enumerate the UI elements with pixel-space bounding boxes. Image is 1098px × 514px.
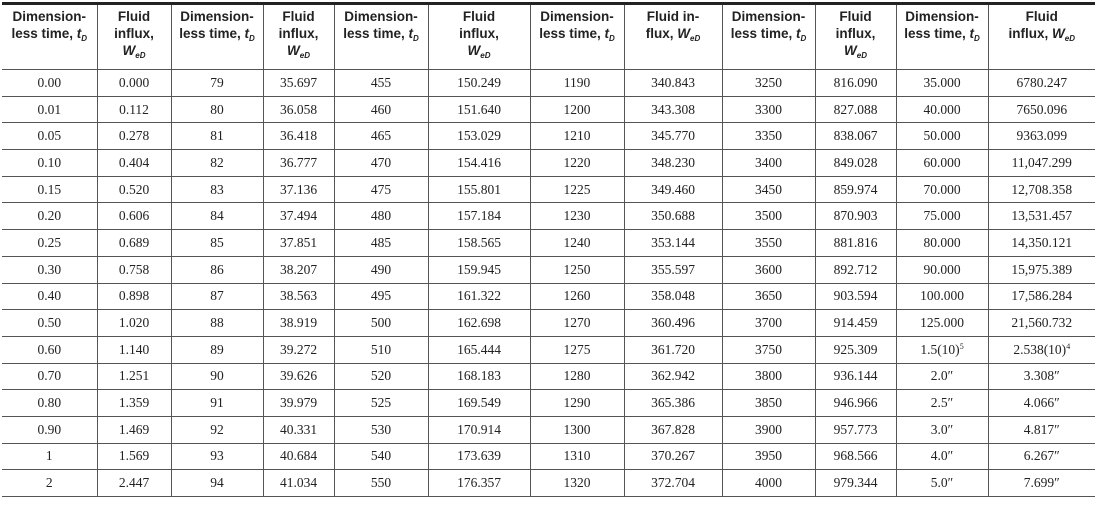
table-cell: 159.945 <box>428 256 530 283</box>
header-symbol: t <box>796 26 801 41</box>
table-cell: 157.184 <box>428 203 530 230</box>
header-text: Fluid <box>839 9 872 24</box>
table-cell: 358.048 <box>624 283 722 310</box>
header-subscript: D <box>81 34 88 43</box>
table-cell: 9363.099 <box>988 123 1095 150</box>
table-cell: 838.067 <box>815 123 896 150</box>
table-cell: 3400 <box>722 150 815 177</box>
header-text: Dimension- <box>540 9 614 24</box>
table-cell: 2.0″ <box>896 363 988 390</box>
table-cell: 816.090 <box>815 70 896 97</box>
table-cell: 0.606 <box>97 203 171 230</box>
table-cell: 1225 <box>530 176 624 203</box>
table-cell: 348.230 <box>624 150 722 177</box>
table-cell: 1 <box>2 443 97 470</box>
table-cell: 3.308″ <box>988 363 1095 390</box>
table-cell: 350.688 <box>624 203 722 230</box>
table-cell: 21,560.732 <box>988 310 1095 337</box>
table-cell: 161.322 <box>428 283 530 310</box>
table-cell: 3300 <box>722 96 815 123</box>
table-cell: 3.0″ <box>896 416 988 443</box>
table-cell: $2.538(10)^4$ <box>988 336 1095 363</box>
table-cell: 500 <box>334 310 428 337</box>
table-row <box>2 70 1095 97</box>
table-cell: 40.684 <box>263 443 334 470</box>
table-cell: 3650 <box>722 283 815 310</box>
header-text: Dimension- <box>12 9 86 24</box>
table-cell: 11,047.299 <box>988 150 1095 177</box>
table-cell: 4.066″ <box>988 390 1095 417</box>
table-cell: 892.712 <box>815 256 896 283</box>
column-header <box>530 4 624 70</box>
dimensionless-influx-table <box>2 2 1095 497</box>
table-cell: 36.777 <box>263 150 334 177</box>
table-cell: 176.357 <box>428 470 530 497</box>
table-cell: 4.0″ <box>896 443 988 470</box>
table-cell: 7650.096 <box>988 96 1095 123</box>
table-cell: 41.034 <box>263 470 334 497</box>
header-text: influx, <box>1008 26 1049 41</box>
column-header <box>428 4 530 70</box>
table-cell: 12,708.358 <box>988 176 1095 203</box>
table-cell: 153.029 <box>428 123 530 150</box>
table-cell: 0.01 <box>2 96 97 123</box>
table-cell: 0.404 <box>97 150 171 177</box>
table-cell: 3850 <box>722 390 815 417</box>
table-cell: 345.770 <box>624 123 722 150</box>
header-text: influx, <box>459 26 499 41</box>
header-symbol: t <box>408 26 414 41</box>
table-cell: 151.640 <box>428 96 530 123</box>
table-cell: 510 <box>334 336 428 363</box>
table-cell: 372.704 <box>624 470 722 497</box>
header-subscript: eD <box>135 51 146 60</box>
table-cell: 367.828 <box>624 416 722 443</box>
header-text: Fluid <box>282 9 315 24</box>
table-cell: 87 <box>171 283 263 310</box>
header-symbol: W <box>677 26 691 41</box>
table-cell: 0.70 <box>2 363 97 390</box>
table-cell: 362.942 <box>624 363 722 390</box>
table-cell: 0.278 <box>97 123 171 150</box>
table-body <box>2 70 1095 497</box>
table-row <box>2 443 1095 470</box>
table-cell: 968.566 <box>815 443 896 470</box>
header-text: Dimension- <box>180 9 254 24</box>
table-cell: 914.459 <box>815 310 896 337</box>
table-cell: 849.028 <box>815 150 896 177</box>
header-text: less time, <box>730 26 793 41</box>
header-text: less time, <box>904 26 966 41</box>
header-symbol: t <box>244 26 250 41</box>
table-cell: 827.088 <box>815 96 896 123</box>
header-symbol: t <box>969 26 975 41</box>
table-cell: 1280 <box>530 363 624 390</box>
table-cell: 4000 <box>722 470 815 497</box>
table-cell: 485 <box>334 230 428 257</box>
header-subscript: D <box>249 34 255 43</box>
column-header <box>2 4 97 70</box>
table-cell: 465 <box>334 123 428 150</box>
table-row <box>2 150 1095 177</box>
table-cell: 39.979 <box>263 390 334 417</box>
table-cell: 88 <box>171 310 263 337</box>
header-text: Fluid <box>462 9 496 24</box>
header-subscript: D <box>974 34 980 43</box>
header-text: less time, <box>343 26 405 41</box>
table-row <box>2 176 1095 203</box>
table-cell: 1210 <box>530 123 624 150</box>
header-text: Dimension- <box>344 9 418 24</box>
table-cell: 91 <box>171 390 263 417</box>
table-row <box>2 96 1095 123</box>
table-cell: 1270 <box>530 310 624 337</box>
table-cell: 7.699″ <box>988 470 1095 497</box>
table-cell: 125.000 <box>896 310 988 337</box>
header-row <box>2 4 1095 70</box>
header-text: influx, <box>835 26 876 41</box>
table-cell: 60.000 <box>896 150 988 177</box>
table-cell: 361.720 <box>624 336 722 363</box>
table-cell: 360.496 <box>624 310 722 337</box>
table-row <box>2 256 1095 283</box>
table-row <box>2 230 1095 257</box>
column-header <box>97 4 171 70</box>
table-cell: 0.10 <box>2 150 97 177</box>
table-cell: 1240 <box>530 230 624 257</box>
table-cell: 1.251 <box>97 363 171 390</box>
header-subscript: eD <box>480 51 491 60</box>
table-cell: 1230 <box>530 203 624 230</box>
table-cell: 83 <box>171 176 263 203</box>
table-cell: 85 <box>171 230 263 257</box>
table-cell: 1260 <box>530 283 624 310</box>
table-cell: 0.25 <box>2 230 97 257</box>
table-cell: 1.569 <box>97 443 171 470</box>
table-cell: 38.207 <box>263 256 334 283</box>
table-cell: 550 <box>334 470 428 497</box>
table-row <box>2 416 1095 443</box>
table-cell: 37.851 <box>263 230 334 257</box>
table-cell: 6780.247 <box>988 70 1095 97</box>
table-cell: 36.058 <box>263 96 334 123</box>
column-header <box>988 4 1095 70</box>
table-cell: 343.308 <box>624 96 722 123</box>
exponent: 5 <box>959 341 964 351</box>
table-cell: 3450 <box>722 176 815 203</box>
header-text: influx, <box>114 26 154 41</box>
table-cell: 70.000 <box>896 176 988 203</box>
table-cell: 1275 <box>530 336 624 363</box>
column-header <box>815 4 896 70</box>
table-cell: 14,350.121 <box>988 230 1095 257</box>
table-cell: 340.843 <box>624 70 722 97</box>
table-cell: 17,586.284 <box>988 283 1095 310</box>
table-cell: 165.444 <box>428 336 530 363</box>
table-cell: 370.267 <box>624 443 722 470</box>
column-header <box>624 4 722 70</box>
table-cell: 15,975.389 <box>988 256 1095 283</box>
table-cell: 0.30 <box>2 256 97 283</box>
table-cell: $1.5(10)^5$ <box>896 336 988 363</box>
table-cell: 0.80 <box>2 390 97 417</box>
table-cell: 0.60 <box>2 336 97 363</box>
table-cell: 90.000 <box>896 256 988 283</box>
table-cell: 353.144 <box>624 230 722 257</box>
table-row <box>2 390 1095 417</box>
table-row <box>2 283 1095 310</box>
table-cell: 2.5″ <box>896 390 988 417</box>
table-cell: 355.597 <box>624 256 722 283</box>
table-cell: 4.817″ <box>988 416 1095 443</box>
header-text: less time, <box>539 26 601 41</box>
table-cell: 3500 <box>722 203 815 230</box>
table-cell: 154.416 <box>428 150 530 177</box>
table-cell: 89 <box>171 336 263 363</box>
table-cell: 93 <box>171 443 263 470</box>
table-row <box>2 310 1095 337</box>
table-cell: 169.549 <box>428 390 530 417</box>
table-cell: 540 <box>334 443 428 470</box>
table-cell: 1.469 <box>97 416 171 443</box>
column-header <box>896 4 988 70</box>
header-symbol: t <box>604 26 610 41</box>
table-cell: 3750 <box>722 336 815 363</box>
table-cell: 1320 <box>530 470 624 497</box>
table-cell: 455 <box>334 70 428 97</box>
table-cell: 2 <box>2 470 97 497</box>
table-cell: 35.697 <box>263 70 334 97</box>
table-cell: 925.309 <box>815 336 896 363</box>
table-cell: 40.331 <box>263 416 334 443</box>
column-header <box>171 4 263 70</box>
table-cell: 81 <box>171 123 263 150</box>
table-cell: 495 <box>334 283 428 310</box>
header-text: less time, <box>11 26 73 41</box>
table-cell: 1.359 <box>97 390 171 417</box>
table-cell: 3700 <box>722 310 815 337</box>
table-cell: 0.112 <box>97 96 171 123</box>
table-cell: 1.140 <box>97 336 171 363</box>
table-cell: 36.418 <box>263 123 334 150</box>
header-subscript: eD <box>856 51 867 60</box>
table-container <box>2 2 1095 497</box>
table-cell: 38.919 <box>263 310 334 337</box>
table-cell: 1200 <box>530 96 624 123</box>
table-cell: 79 <box>171 70 263 97</box>
table-cell: 0.40 <box>2 283 97 310</box>
table-cell: 480 <box>334 203 428 230</box>
table-cell: 946.966 <box>815 390 896 417</box>
table-row <box>2 363 1095 390</box>
table-row <box>2 336 1095 363</box>
header-subscript: D <box>800 34 807 43</box>
header-text: flux, <box>645 26 674 41</box>
table-cell: 0.20 <box>2 203 97 230</box>
header-symbol: W <box>844 43 857 58</box>
header-symbol: W <box>122 43 136 58</box>
table-cell: 84 <box>171 203 263 230</box>
table-cell: 936.144 <box>815 363 896 390</box>
header-text: Fluid <box>117 9 151 24</box>
table-cell: 520 <box>334 363 428 390</box>
table-cell: 3900 <box>722 416 815 443</box>
table-cell: 13,531.457 <box>988 203 1095 230</box>
column-header <box>334 4 428 70</box>
header-text: Dimension- <box>731 9 806 24</box>
table-cell: 1190 <box>530 70 624 97</box>
table-cell: 460 <box>334 96 428 123</box>
table-cell: 0.90 <box>2 416 97 443</box>
table-cell: 1300 <box>530 416 624 443</box>
table-cell: 530 <box>334 416 428 443</box>
table-cell: 0.50 <box>2 310 97 337</box>
table-cell: 2.447 <box>97 470 171 497</box>
table-cell: 155.801 <box>428 176 530 203</box>
table-cell: 38.563 <box>263 283 334 310</box>
table-cell: 0.15 <box>2 176 97 203</box>
table-cell: 39.272 <box>263 336 334 363</box>
table-cell: 1250 <box>530 256 624 283</box>
header-text: Fluid <box>1025 9 1058 24</box>
header-subscript: D <box>413 34 419 43</box>
header-text: Fluid in- <box>646 9 700 24</box>
table-cell: 0.05 <box>2 123 97 150</box>
table-cell: 150.249 <box>428 70 530 97</box>
table-cell: 957.773 <box>815 416 896 443</box>
table-cell: 490 <box>334 256 428 283</box>
table-cell: 0.758 <box>97 256 171 283</box>
table-cell: 3550 <box>722 230 815 257</box>
table-cell: 86 <box>171 256 263 283</box>
table-row <box>2 470 1095 497</box>
table-cell: 470 <box>334 150 428 177</box>
table-cell: 870.903 <box>815 203 896 230</box>
table-cell: 475 <box>334 176 428 203</box>
table-cell: 35.000 <box>896 70 988 97</box>
table-cell: 37.494 <box>263 203 334 230</box>
table-cell: 162.698 <box>428 310 530 337</box>
table-cell: 1310 <box>530 443 624 470</box>
table-row <box>2 203 1095 230</box>
table-cell: 82 <box>171 150 263 177</box>
table-cell: 90 <box>171 363 263 390</box>
table-cell: 80.000 <box>896 230 988 257</box>
table-cell: 50.000 <box>896 123 988 150</box>
table-cell: 173.639 <box>428 443 530 470</box>
table-cell: 170.914 <box>428 416 530 443</box>
table-cell: 80 <box>171 96 263 123</box>
header-symbol: W <box>1052 26 1065 41</box>
header-subscript: eD <box>1064 34 1075 43</box>
table-cell: 1220 <box>530 150 624 177</box>
table-header <box>2 4 1095 70</box>
header-symbol: t <box>76 26 82 41</box>
table-cell: 168.183 <box>428 363 530 390</box>
table-cell: 5.0″ <box>896 470 988 497</box>
table-cell: 3350 <box>722 123 815 150</box>
table-cell: 94 <box>171 470 263 497</box>
table-cell: 40.000 <box>896 96 988 123</box>
table-cell: 859.974 <box>815 176 896 203</box>
header-subscript: eD <box>299 51 310 60</box>
table-cell: 525 <box>334 390 428 417</box>
table-cell: 6.267″ <box>988 443 1095 470</box>
table-cell: 349.460 <box>624 176 722 203</box>
table-cell: 37.136 <box>263 176 334 203</box>
table-cell: 0.689 <box>97 230 171 257</box>
table-cell: 100.000 <box>896 283 988 310</box>
table-cell: 0.00 <box>2 70 97 97</box>
table-cell: 979.344 <box>815 470 896 497</box>
header-subscript: eD <box>690 34 701 43</box>
table-cell: 3250 <box>722 70 815 97</box>
table-cell: 0.898 <box>97 283 171 310</box>
table-cell: 3950 <box>722 443 815 470</box>
table-cell: 92 <box>171 416 263 443</box>
header-symbol: W <box>287 43 300 58</box>
header-symbol: W <box>467 43 481 58</box>
table-cell: 1290 <box>530 390 624 417</box>
header-text: influx, <box>278 26 319 41</box>
table-cell: 158.565 <box>428 230 530 257</box>
table-cell: 75.000 <box>896 203 988 230</box>
column-header <box>722 4 815 70</box>
header-text: Dimension- <box>905 9 979 24</box>
table-cell: 3800 <box>722 363 815 390</box>
table-cell: 0.520 <box>97 176 171 203</box>
table-cell: 881.816 <box>815 230 896 257</box>
table-cell: 3600 <box>722 256 815 283</box>
column-header <box>263 4 334 70</box>
table-cell: 39.626 <box>263 363 334 390</box>
table-cell: 903.594 <box>815 283 896 310</box>
table-cell: 365.386 <box>624 390 722 417</box>
table-cell: 0.000 <box>97 70 171 97</box>
table-cell: 1.020 <box>97 310 171 337</box>
header-text: less time, <box>179 26 241 41</box>
exponent: 4 <box>1066 341 1071 351</box>
header-subscript: D <box>609 34 615 43</box>
table-row <box>2 123 1095 150</box>
